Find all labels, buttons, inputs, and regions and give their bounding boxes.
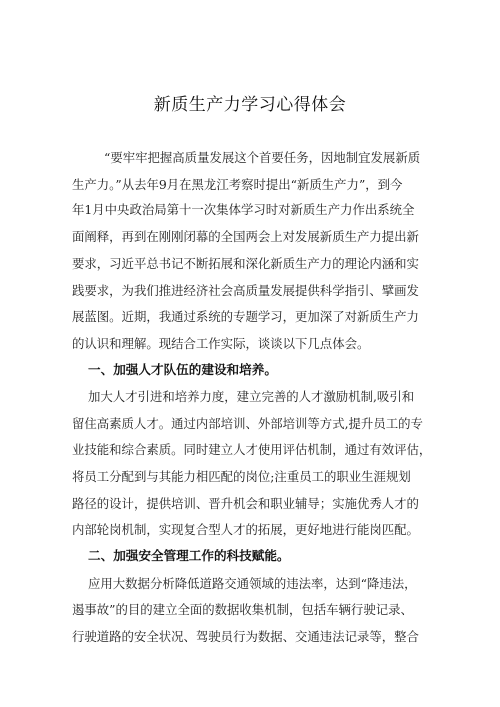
section-2-line-3: 行驶道路的安全状况、驾驶员行为数据、交通违法记录等，整合 — [72, 629, 419, 644]
section-1-line-5: 路径的设计，提供培训、晋升机会和职业辅导；实施优秀人才的 — [72, 496, 419, 511]
intro-line-5: 要求，习近平总书记不断拓展和深化新质生产力的理论内涵和实 — [72, 256, 419, 271]
document-title: 新质生产力学习心得体会 — [153, 95, 347, 115]
section-1-line-3: 业技能和综合素质。同时建立人才使用评估机制，通过有效评估， — [72, 442, 432, 457]
intro-line-3: 年1月中央政治局第十一次集体学习时对新质生产力作出系统全 — [72, 202, 415, 217]
section-1-line-2: 留住高素质人才。通过内部培训、外部培训等方式,提升员工的专 — [72, 416, 423, 431]
intro-line-1: “要牢牢把握高质量发展这个首要任务，因地制宜发展新质 — [104, 150, 421, 165]
section-2-line-2: 遏事故”的目的建立全面的数据收集机制，包括车辆行驶记录、 — [72, 602, 413, 617]
section-2-line-1: 应用大数据分析降低道路交通领域的违法率，达到“降违法， — [88, 576, 417, 591]
intro-line-8: 的认识和理解。现结合工作实际，谈谈以下几点体会。 — [72, 336, 370, 351]
intro-line-2: 生产力。”从去年9月在黑龙江考察时提出“新质生产力”，到今 — [72, 177, 403, 192]
intro-line-7: 展蓝图。近期，我通过系统的专题学习，更加深了对新质生产力 — [72, 309, 419, 324]
section-1-line-1: 加大人才引进和培养力度，建立完善的人才激励机制,吸引和 — [88, 389, 415, 404]
section-2-heading: 二、加强安全管理工作的科技赋能。 — [88, 548, 290, 563]
section-1-heading: 一、加强人才队伍的建设和培养。 — [88, 362, 277, 377]
section-1-line-6: 内部轮岗机制，实现复合型人才的拓展，更好地进行能岗匹配。 — [72, 522, 419, 537]
intro-line-6: 践要求，为我们推进经济社会高质量发展提供科学指引、擘画发 — [72, 283, 419, 298]
intro-line-4: 面阐释，再到在刚刚闭幕的全国两会上对发展新质生产力提出新 — [72, 229, 419, 244]
section-1-line-4: 将员工分配到与其能力相匹配的岗位;注重员工的职业生涯规划 — [72, 469, 411, 484]
